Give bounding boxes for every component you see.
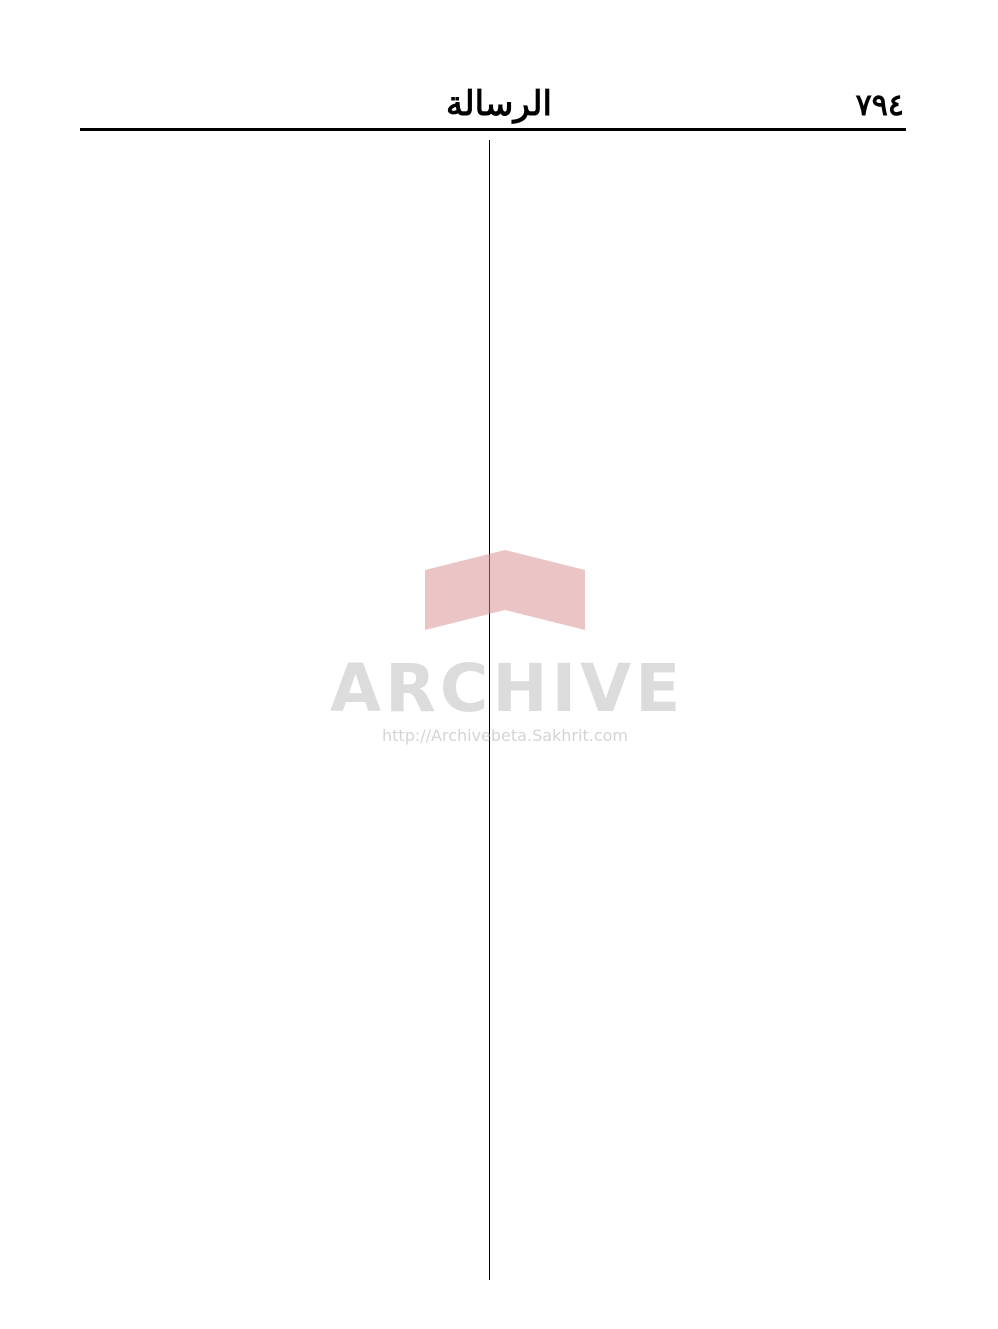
page-number: ٧٩٤ bbox=[855, 88, 904, 123]
header-rule bbox=[80, 128, 906, 131]
watermark-label: ARCHIVE bbox=[330, 650, 685, 727]
page-title: الرسالة bbox=[445, 84, 552, 124]
watermark-url: http://Archivebeta.Sakhrit.com bbox=[382, 726, 628, 745]
archive-watermark bbox=[330, 530, 685, 770]
book-icon bbox=[330, 530, 680, 650]
